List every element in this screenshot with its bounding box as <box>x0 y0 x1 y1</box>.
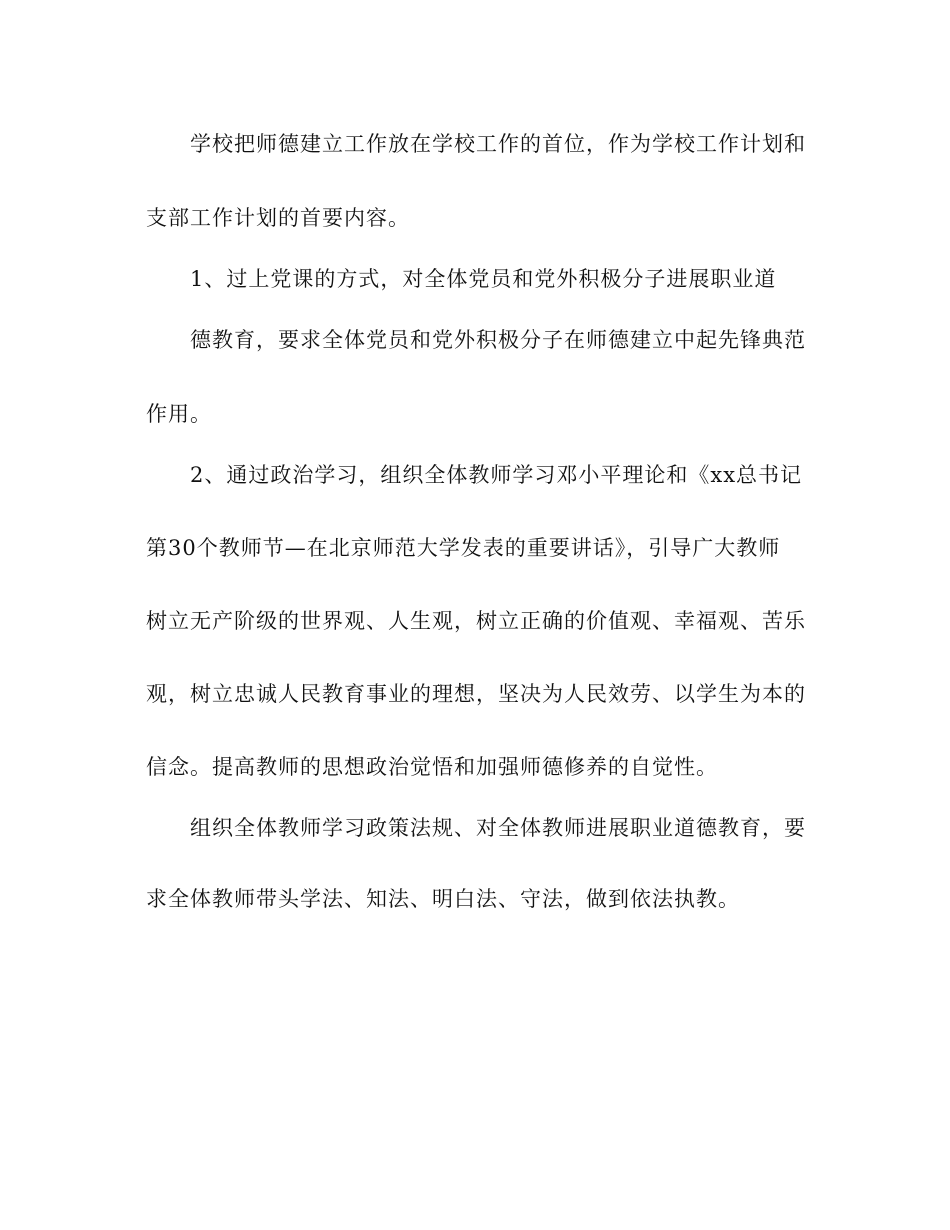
text-line: 作用。 <box>146 402 212 426</box>
text-line: 观，树立忠诚人民教育事业的理想，坚决为人民效劳、以学生为本的 <box>146 682 806 706</box>
text-line: 1、过上党课的方式，对全体党员和党外积极分子进展职业道 <box>190 267 777 291</box>
text-line: 第30个教师节—在北京师范大学发表的重要讲话》，引导广大教师 <box>146 536 781 560</box>
text-line: 求全体教师带头学法、知法、明白法、守法，做到依法执教。 <box>146 887 740 911</box>
text-line: 德教育，要求全体党员和党外积极分子在师德建立中起先锋典范 <box>190 328 806 352</box>
text-line: 信念。提高教师的思想政治觉悟和加强师德修养的自觉性。 <box>146 755 718 779</box>
text-line: 树立无产阶级的世界观、人生观，树立正确的价值观、幸福观、苦乐 <box>146 609 806 633</box>
text-line: 组织全体教师学习政策法规、对全体教师进展职业道德教育，要 <box>190 816 806 840</box>
text-line: 学校把师德建立工作放在学校工作的首位，作为学校工作计划和 <box>190 132 806 156</box>
text-line: 2、通过政治学习，组织全体教师学习邓小平理论和《xx总书记 <box>190 463 803 487</box>
text-line: 支部工作计划的首要内容。 <box>146 206 410 230</box>
